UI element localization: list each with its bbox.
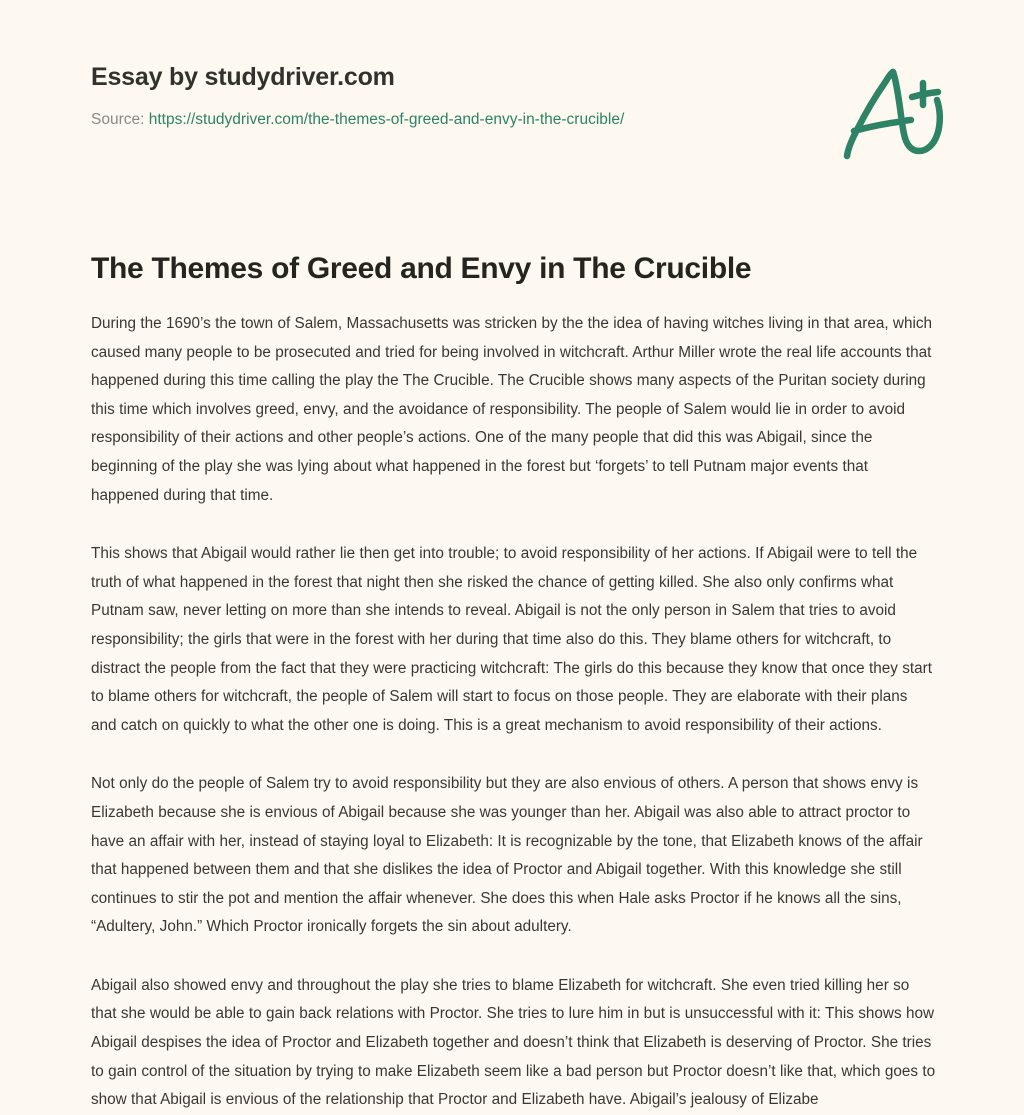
source-url-link[interactable]: https://studydriver.com/the-themes-of-greed-and-envy-in-the-crucible/ — [148, 111, 625, 128]
document-header — [91, 62, 941, 130]
page-title: The Themes of Greed and Envy in The Crucible — [91, 252, 752, 285]
body-paragraph: Abigail also showed envy and throughout the play she tries to blame Elizabeth for witchcraft. She even tried killing her so that she would be able to gain back relations with Proctor. She tries to lure him in but is unsuccessful with it: This shows how Abigail despises the idea of Proctor and Elizabeth together and doesn’t think that Elizabeth is deserving of Proctor. She tries to gain control of the situation by trying to make Elizabeth seem like a bad person but Proctor doesn’t like that, which goes to show that Abigail is envious of the relationship that Proctor and Elizabeth have. Abigail’s jealousy of Elizabe — [91, 976, 936, 1109]
document-body — [91, 310, 936, 1115]
source-line — [91, 110, 941, 130]
body-paragraph: This shows that Abigail would rather lie then get into trouble; to avoid responsibility of her actions. If Abigail were to tell the truth of what happened in the forest that night then she risked the chance of getting killed. She also only confirms what Putnam saw, never letting on more than she intends to reveal. Abigail is not the only person in Salem that tries to avoid responsibility; the girls that were in the forest with her during that time also do this. They blame others for witchcraft, to distract the people from the fact that they were practicing witchcraft: The girls do this because they know that once they start to blame others for witchcraft, the people of Salem will start to focus on those people. They are elaborate with their plans and catch on quickly to what the other one is doing. This is a great mechanism to avoid responsibility of their actions. — [91, 545, 933, 734]
a-plus-logo — [834, 55, 952, 167]
body-paragraph: Not only do the people of Salem try to avoid responsibility but they are also envious of others. A person that shows envy is Elizabeth because she is envious of Abigail because she was younger than her. Abigail was also able to attract proctor to have an affair with her, instead of staying loyal to Elizabeth: It is recognizable by the tone, that Elizabeth knows of the affair that happened between them and that she dislikes the idea of Proctor and Abigail together. With this knowledge she still continues to stir the pot and mention the affair whenever. She does this when Hale asks Proctor if he knows all the sins, “Adultery, John.” Which Proctor ironically forgets the sin about adultery. — [91, 775, 923, 936]
brand-title: Essay by studydriver.com — [91, 63, 395, 91]
a-plus-logo-icon — [834, 55, 952, 167]
body-paragraph: During the 1690’s the town of Salem, Massachusetts was stricken by the the idea of having witches living in that area, which caused many people to be prosecuted and tried for being involved in witchcraft. Arthur Miller wrote the real life accounts that happened during this time calling the play the The Crucible. The Crucible shows many aspects of the Puritan society during this time which involves greed, envy, and the avoidance of responsibility. The people of Salem would lie in order to avoid responsibility of their actions and other people’s actions. One of the many people that did this was Abigail, since the beginning of the play she was lying about what happened in the forest but ‘forgets’ to tell Putnam major events that happened during that time. — [91, 315, 933, 504]
source-label: Source: — [91, 111, 145, 128]
